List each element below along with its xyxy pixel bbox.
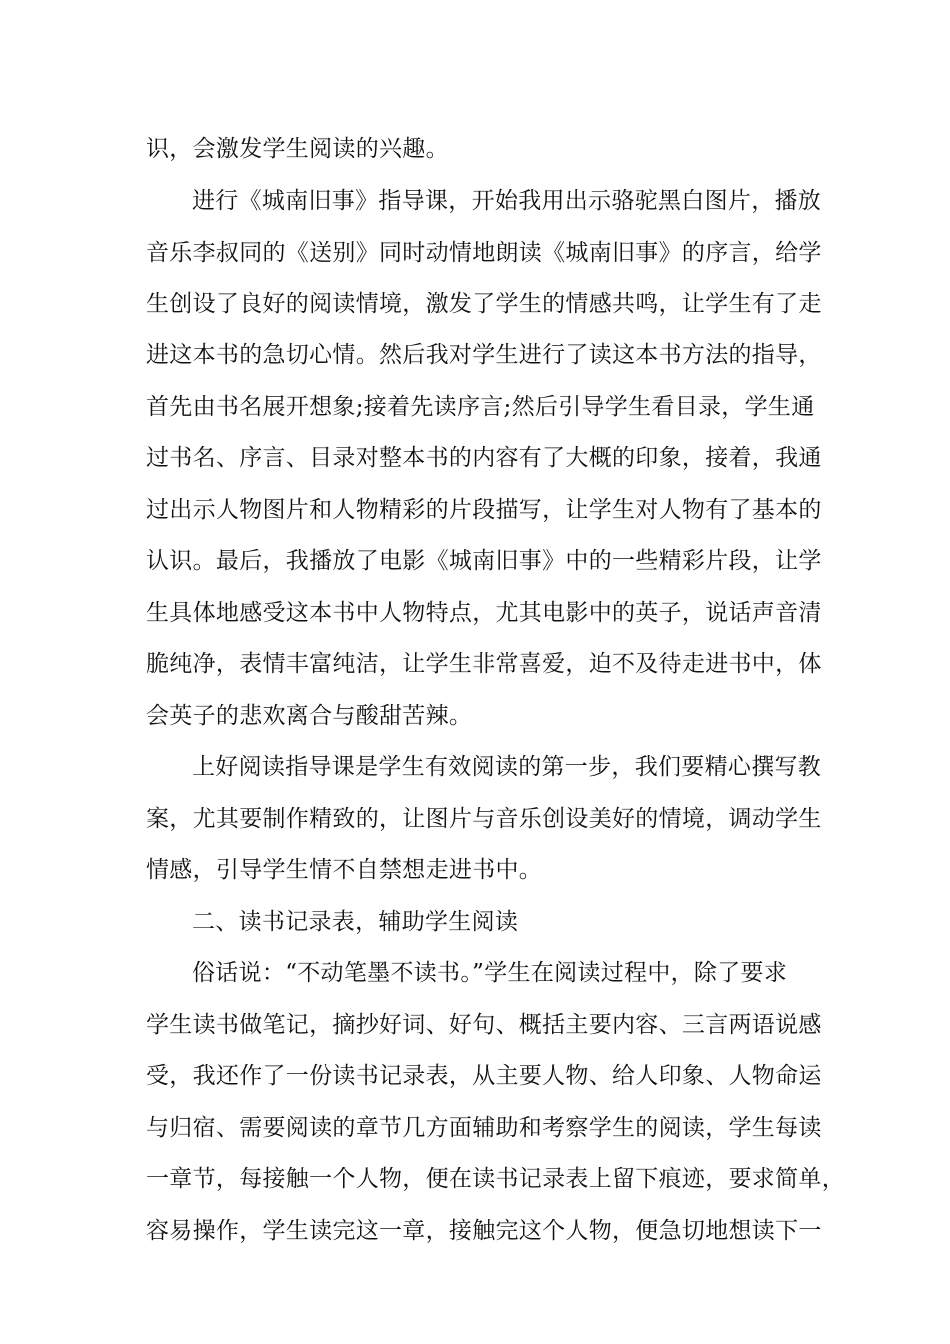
text-line: 进行《城南旧事》指导课，开始我用出示骆驼黑白图片，播放 (192, 188, 822, 214)
text-line: 音乐李叔同的《送别》同时动情地朗读《城南旧事》的序言，给学 (146, 240, 822, 266)
text-line: 与归宿、需要阅读的章节几方面辅助和考察学生的阅读，学生每读 (146, 1115, 822, 1141)
text-line: 会英子的悲欢离合与酸甜苦辣。 (146, 703, 473, 729)
text-line: 首先由书名展开想象;接着先读序言;然后引导学生看目录，学生通 (146, 394, 815, 420)
text-line: 进这本书的急切心情。然后我对学生进行了读这本书方法的指导， (146, 342, 822, 368)
section-heading: 二、读书记录表，辅助学生阅读 (192, 909, 519, 935)
text-line: 情感，引导学生情不自禁想走进书中。 (146, 857, 543, 883)
text-line: 识，会激发学生阅读的兴趣。 (146, 136, 449, 162)
text-line: 容易操作，学生读完这一章，接触完这个人物，便急切地想读下一 (146, 1218, 822, 1244)
text-line: 案，尤其要制作精致的，让图片与音乐创设美好的情境，调动学生 (146, 806, 822, 832)
text-line: 认识。最后，我播放了电影《城南旧事》中的一些精彩片段，让学 (146, 548, 822, 574)
text-line: 生具体地感受这本书中人物特点，尤其电影中的英子，说话声音清 (146, 600, 822, 626)
text-line: 过书名、序言、目录对整本书的内容有了大概的印象，接着，我通 (146, 445, 822, 471)
text-line: 过出示人物图片和人物精彩的片段描写，让学生对人物有了基本的 (146, 497, 822, 523)
text-line: 学生读书做笔记，摘抄好词、好句、概括主要内容、三言两语说感 (146, 1012, 822, 1038)
text-line: 上好阅读指导课是学生有效阅读的第一步，我们要精心撰写教 (192, 754, 822, 780)
text-line: 生创设了良好的阅读情境，激发了学生的情感共鸣，让学生有了走 (146, 291, 822, 317)
text-line: 一章节，每接触一个人物，便在读书记录表上留下痕迹，要求简单， (146, 1166, 845, 1192)
text-line: 俗话说：“不动笔墨不读书。”学生在阅读过程中，除了要求 (192, 960, 788, 986)
text-line: 脆纯净，表情丰富纯洁，让学生非常喜爱，迫不及待走进书中，体 (146, 651, 822, 677)
text-line: 受，我还作了一份读书记录表，从主要人物、给人印象、人物命运 (146, 1063, 822, 1089)
